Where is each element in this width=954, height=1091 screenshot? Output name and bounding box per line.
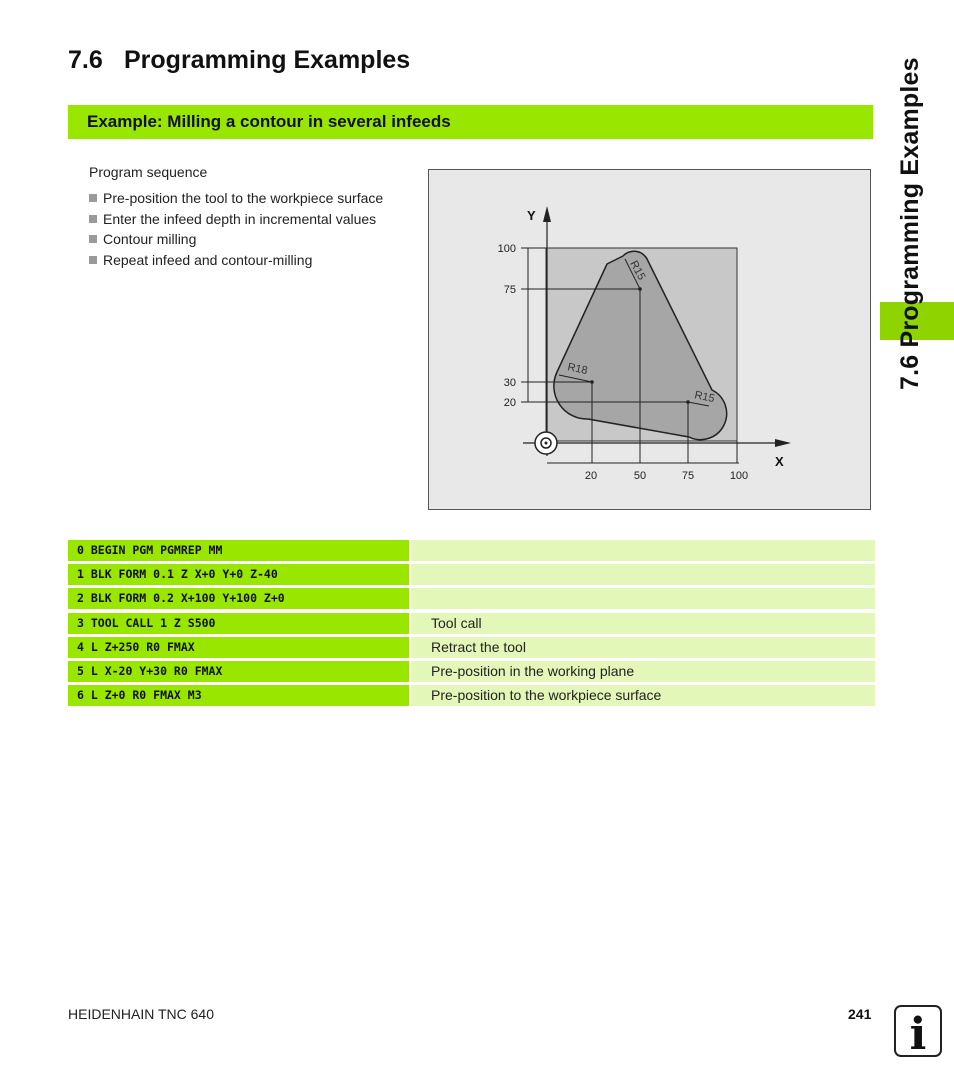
table-row [68,588,875,609]
program-line: 4 L Z+250 R0 FMAX [68,637,409,658]
list-item: Contour milling [89,230,383,251]
program-line: 0 BEGIN PGM PGMREP MM [68,540,409,561]
table-row [68,613,875,634]
program-comment: Pre-position to the workpiece surface [411,685,875,706]
x-axis-arrow-icon [775,439,791,447]
y-axis-arrow-icon [543,206,551,222]
sequence-heading: Program sequence [89,164,208,180]
program-line: 2 BLK FORM 0.2 X+100 Y+100 Z+0 [68,588,409,609]
y-tick-label: 20 [503,397,516,409]
chapter-title-text: Programming Examples [124,46,411,74]
y-axis-label: Y [527,208,536,223]
x-tick-label: 75 [681,470,695,482]
list-item: Enter the infeed depth in incremental values [89,210,383,231]
x-axis-label: X [775,454,784,469]
program-listing [68,540,875,709]
section-title: Example: Milling a contour in several infeeds [87,112,451,131]
program-line: 5 L X-20 Y+30 R0 FMAX [68,661,409,682]
square-bullet-icon [89,194,97,202]
program-line: 3 TOOL CALL 1 Z S500 [68,613,409,634]
page-title [68,46,410,75]
x-tick-label: 20 [584,470,598,482]
square-bullet-icon [89,235,97,243]
program-comment: Retract the tool [411,637,875,658]
program-comment [411,540,875,561]
info-glyph: i [909,1009,927,1055]
program-comment: Tool call [411,613,875,634]
table-row [68,685,875,706]
y-tick-label: 30 [503,377,516,389]
x-tick-label: 50 [633,470,647,482]
x-tick-label: 100 [729,470,749,482]
program-line: 1 BLK FORM 0.1 Z X+0 Y+0 Z-40 [68,564,409,585]
table-row [68,661,875,682]
program-comment [411,564,875,585]
section-header [68,105,873,139]
program-comment: Pre-position in the working plane [411,661,875,682]
radius-label: R18 [566,361,589,378]
contour-figure [428,169,871,510]
radius-label: R15 [693,389,716,406]
y-tick-label: 75 [503,284,516,296]
program-comment [411,588,875,609]
info-icon [894,1005,942,1057]
footer-product: HEIDENHAIN TNC 640 [68,1006,215,1022]
sequence-list [89,189,383,271]
chapter-number: 7.6 [68,46,103,74]
origin-crosshair-icon [535,432,557,454]
list-item: Repeat infeed and contour-milling [89,251,383,272]
contour-drawing [429,170,872,511]
table-row [68,564,875,585]
radius-label: R15 [627,258,648,283]
page-number: 241 [848,1006,872,1022]
square-bullet-icon [89,215,97,223]
program-line: 6 L Z+0 R0 FMAX M3 [68,685,409,706]
square-bullet-icon [89,256,97,264]
y-tick-label: 100 [497,243,516,255]
table-row [68,540,875,561]
table-row [68,637,875,658]
list-item: Pre-position the tool to the workpiece surface [89,189,383,210]
